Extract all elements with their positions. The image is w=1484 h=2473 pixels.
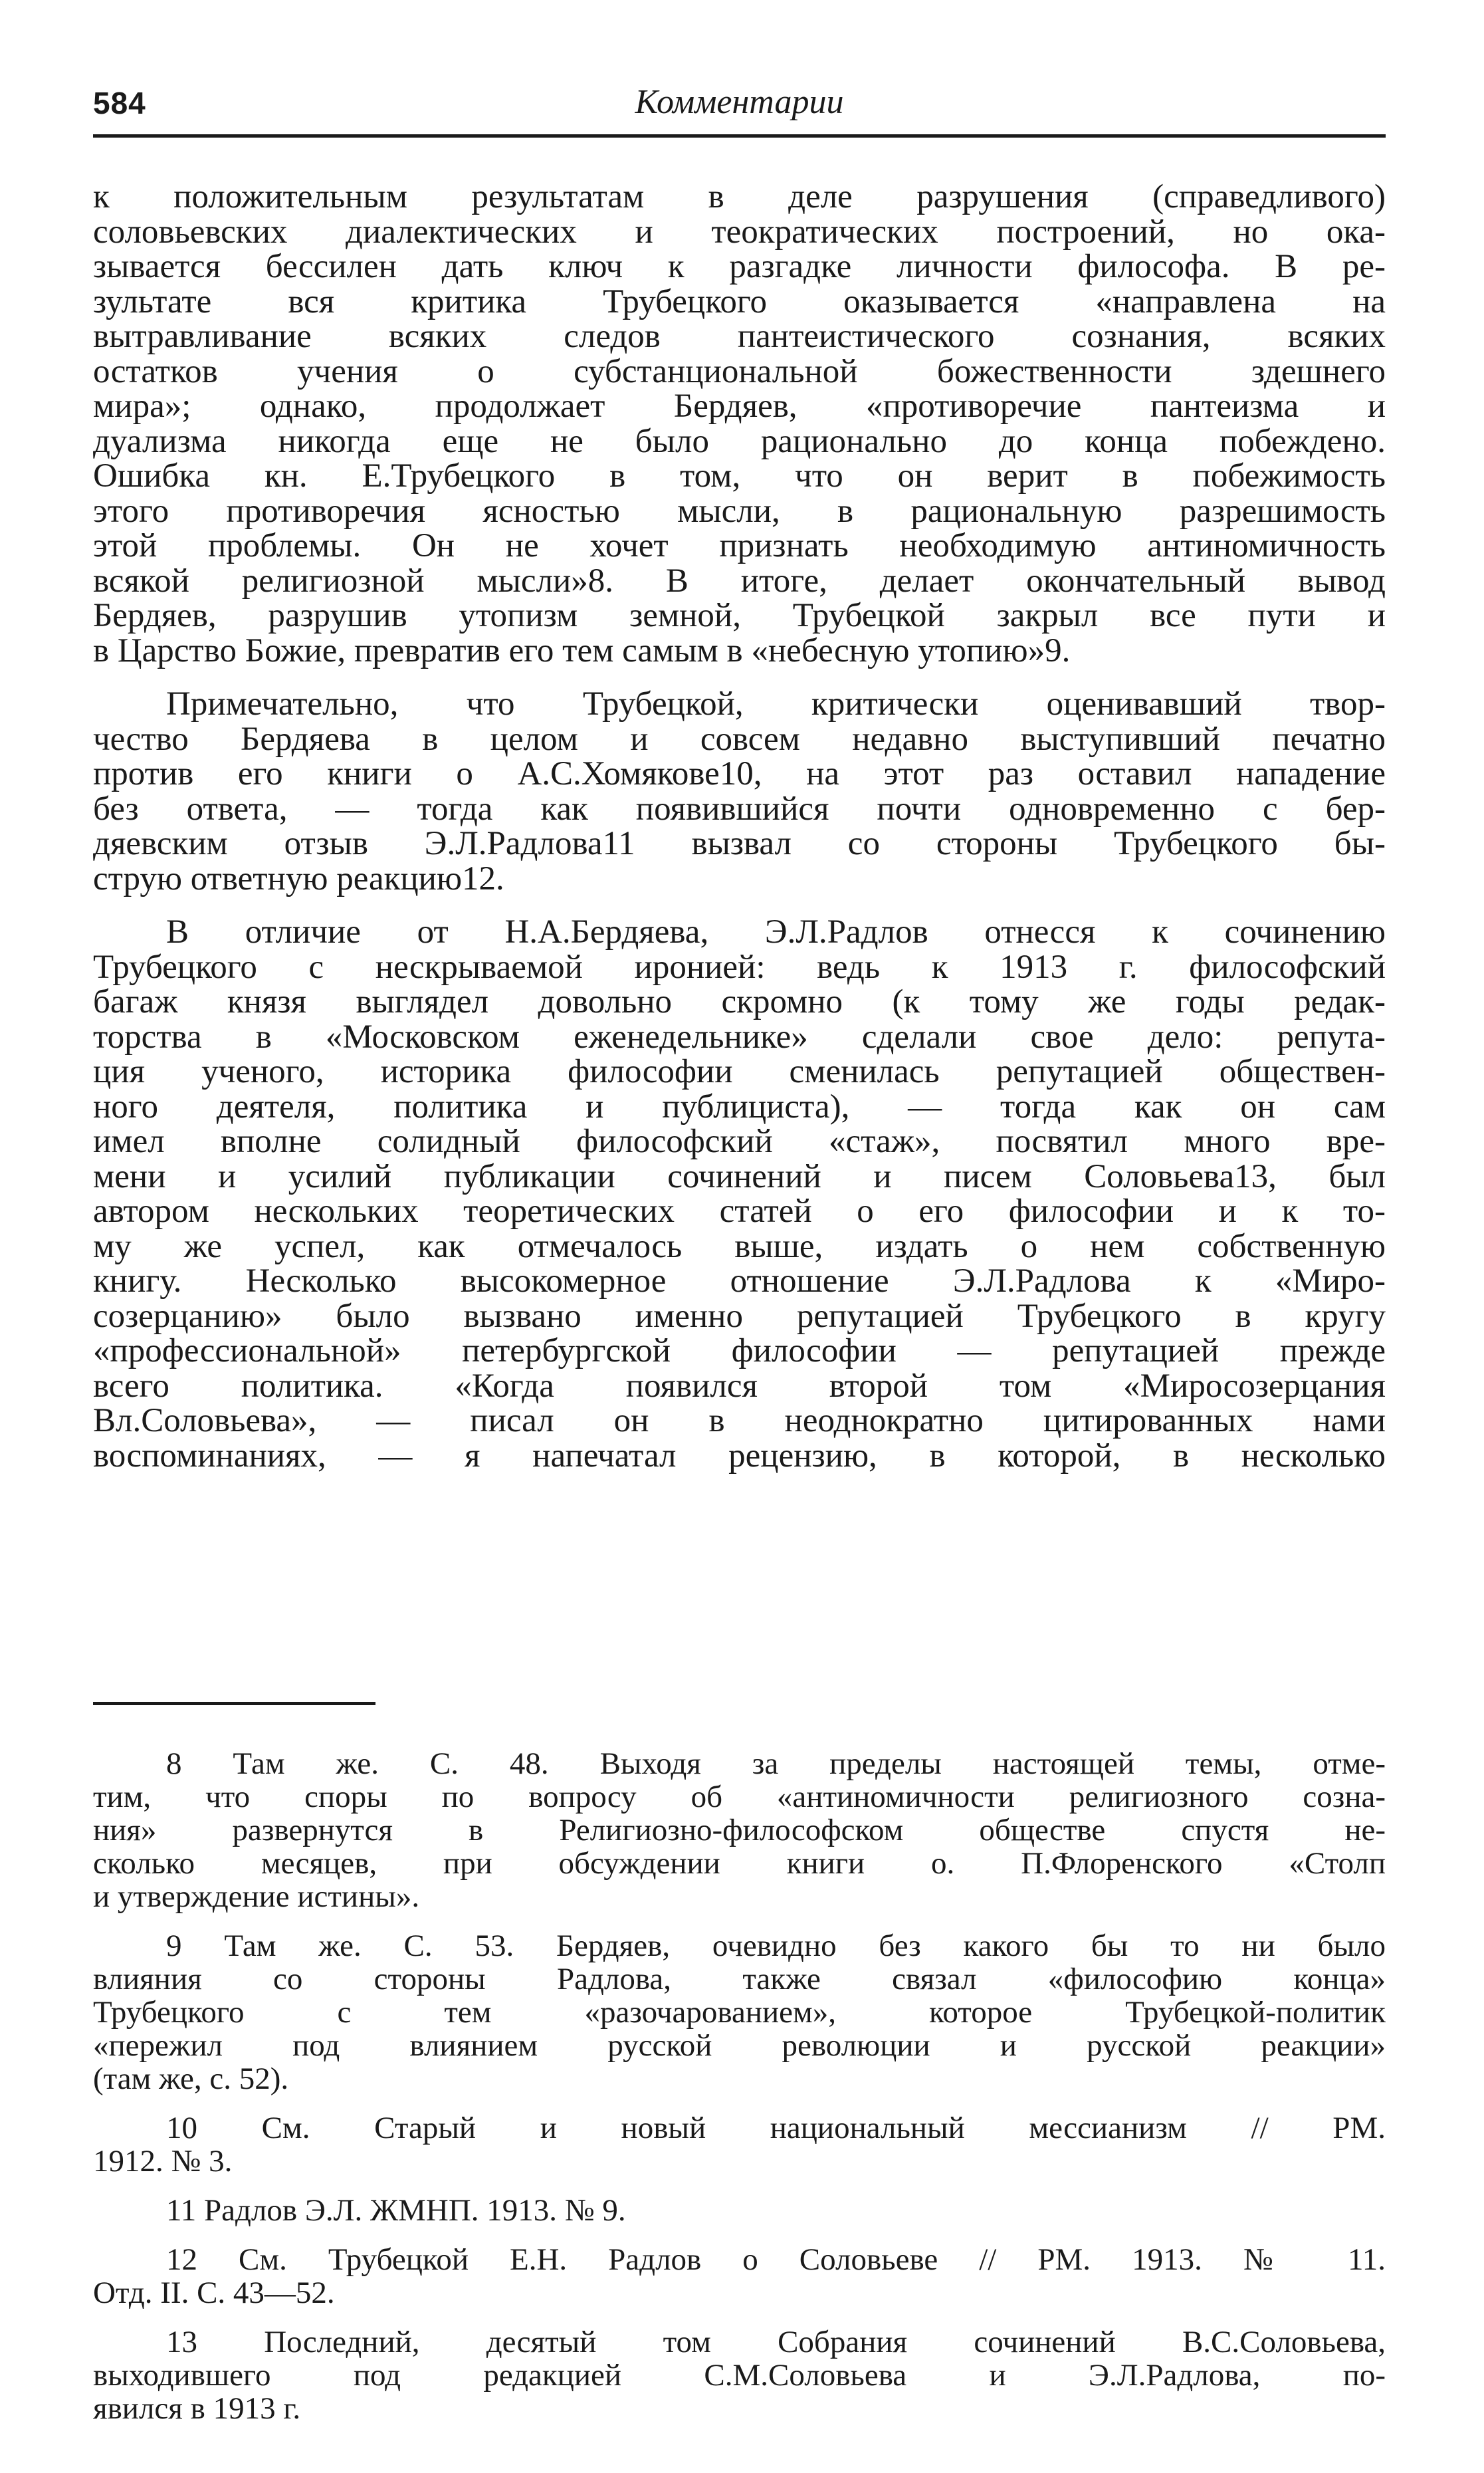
text-line: ция ученого, историка философии сменилась репутацией обществен- <box>93 1053 1386 1090</box>
text-line: В отличие от Н.А.Бердяева, Э.Л.Радлов отнесся к сочинению <box>166 913 1386 951</box>
text-line: против его книги о А.С.Хомякове10, на этот раз оставил нападение <box>93 755 1386 792</box>
footnote-11 <box>93 2194 1386 2227</box>
text-line: книгу. Несколько высокомерное отношение Э.Л.Радлова к «Миро- <box>93 1262 1386 1300</box>
footnote-line: сколько месяцев, при обсуждении книги о. П.Флоренского «Столп <box>93 1846 1386 1881</box>
running-head: Комментарии <box>635 83 844 121</box>
text-line: Бердяев, разрушив утопизм земной, Трубецкой закрыл все пути и <box>93 597 1386 634</box>
text-line: зультате вся критика Трубецкого оказывается «направлена на <box>93 283 1386 320</box>
text-line: Трубецкого с нескрываемой иронией: ведь к 1913 г. философский <box>93 948 1386 986</box>
text-line: дяевским отзыв Э.Л.Радлова11 вызвал со стороны Трубецкого бы- <box>93 825 1386 862</box>
footnote-8 <box>93 1747 1386 1913</box>
main-text <box>93 179 1386 1473</box>
footnote-line: Отд. II. С. 43—52. <box>93 2276 335 2310</box>
text-line: мира»; однако, продолжает Бердяев, «противоречие пантеизма и <box>93 388 1386 425</box>
text-line: всякой религиозной мысли»8. В итоге, делает окончательный вывод <box>93 562 1386 600</box>
footnote-line: выходившего под редакцией С.М.Соловьева и Э.Л.Радлова, по- <box>93 2358 1386 2393</box>
text-line: Вл.Соловьева», — писал он в неоднократно цитированных нами <box>93 1402 1386 1439</box>
book-page <box>93 73 1386 2426</box>
footnote-line: 12 См. Трубецкой Е.Н. Радлов о Соловьеве // РМ. 1913. № 11. <box>166 2242 1386 2277</box>
footnote-rule <box>93 1702 375 1705</box>
text-line: всего политика. «Когда появился второй том «Миросозерцания <box>93 1367 1386 1405</box>
text-line: торства в «Московском еженедельнике» сделали свое дело: репута- <box>93 1018 1386 1056</box>
text-line: соловьевских диалектических и теократических построений, но ока- <box>93 213 1386 251</box>
footnote-line: ния» развернутся в Религиозно-философском обществе спустя не- <box>93 1813 1386 1847</box>
paragraph-3 <box>93 915 1386 1473</box>
text-line: созерцанию» было вызвано именно репутацией Трубецкого в кругу <box>93 1297 1386 1335</box>
paragraph-1 <box>93 179 1386 668</box>
page-number: 584 <box>93 86 146 120</box>
footnote-line: тим, что споры по вопросу об «антиномичности религиозного созна- <box>93 1780 1386 1814</box>
footnote-9 <box>93 1929 1386 2095</box>
text-line: ного деятеля, политика и публициста), — тогда как он сам <box>93 1088 1386 1125</box>
text-line: струю ответную реакцию12. <box>93 860 504 897</box>
footnote-line: 13 Последний, десятый том Собрания сочинений В.С.Соловьева, <box>166 2325 1386 2359</box>
footnote-10 <box>93 2111 1386 2178</box>
text-line: багаж князя выглядел довольно скромно (к тому же годы редак- <box>93 983 1386 1020</box>
text-line: му же успел, как отмечалось выше, издать о нем собственную <box>93 1227 1386 1265</box>
footnote-13 <box>93 2325 1386 2425</box>
footnote-line: 1912. № 3. <box>93 2144 233 2179</box>
footnote-line: явился в 1913 г. <box>93 2391 301 2426</box>
header-rule <box>93 134 1386 138</box>
footnote-12 <box>93 2243 1386 2309</box>
text-line: остатков учения о субстанциональной божественности здешнего <box>93 352 1386 390</box>
footnote-line: 8 Там же. С. 48. Выходя за пределы настоящей темы, отме- <box>166 1746 1386 1781</box>
footnote-line: 9 Там же. С. 53. Бердяев, очевидно без какого бы то ни было <box>166 1929 1386 1963</box>
text-line: к положительным результатам в деле разрушения (справедливого) <box>93 178 1386 215</box>
footnote-line: и утверждение истины». <box>93 1879 420 1914</box>
footnote-line: (там же, с. 52). <box>93 2061 289 2096</box>
text-line: этой проблемы. Он не хочет признать необходимую антиномичность <box>93 527 1386 564</box>
footnote-line: «пережил под влиянием русской революции и русской реакции» <box>93 2028 1386 2063</box>
footnote-line: Трубецкого с тем «разочарованием», которое Трубецкой-политик <box>93 1995 1386 2030</box>
text-line: воспоминаниях, — я напечатал рецензию, в которой, в несколько <box>93 1437 1386 1474</box>
text-line: «профессиональной» петербургской философии — репутацией прежде <box>93 1332 1386 1369</box>
text-line: Ошибка кн. Е.Трубецкого в том, что он верит в побежимость <box>93 457 1386 495</box>
text-line: без ответа, — тогда как появившийся почти одновременно с бер- <box>93 790 1386 828</box>
footnote-line: 11 Радлов Э.Л. ЖМНП. 1913. № 9. <box>166 2193 626 2228</box>
text-line: чество Бердяева в целом и совсем недавно выступивший печатно <box>93 720 1386 758</box>
text-line: этого противоречия ясностью мысли, в рациональную разрешимость <box>93 492 1386 530</box>
text-line: имел вполне солидный философский «стаж», посвятил много вре- <box>93 1123 1386 1160</box>
footnote-line: влияния со стороны Радлова, также связал «философию конца» <box>93 1962 1386 1996</box>
text-line: зывается бессилен дать ключ к разгадке личности философа. В ре- <box>93 248 1386 285</box>
text-line: в Царство Божие, превратив его тем самым в «небесную утопию»9. <box>93 632 1071 669</box>
paragraph-2 <box>93 687 1386 896</box>
text-line: Примечательно, что Трубецкой, критически оценивавший твор- <box>166 685 1386 723</box>
footnotes <box>93 1747 1386 2441</box>
text-line: автором нескольких теоретических статей о его философии и к то- <box>93 1193 1386 1230</box>
footnote-line: 10 См. Старый и новый национальный мессианизм // РМ. <box>166 2111 1386 2145</box>
text-line: вытравливание всяких следов пантеистического сознания, всяких <box>93 318 1386 355</box>
page-header <box>93 73 1386 129</box>
text-line: мени и усилий публикации сочинений и писем Соловьева13, был <box>93 1157 1386 1195</box>
text-line: дуализма никогда еще не было рационально до конца побеждено. <box>93 422 1386 460</box>
